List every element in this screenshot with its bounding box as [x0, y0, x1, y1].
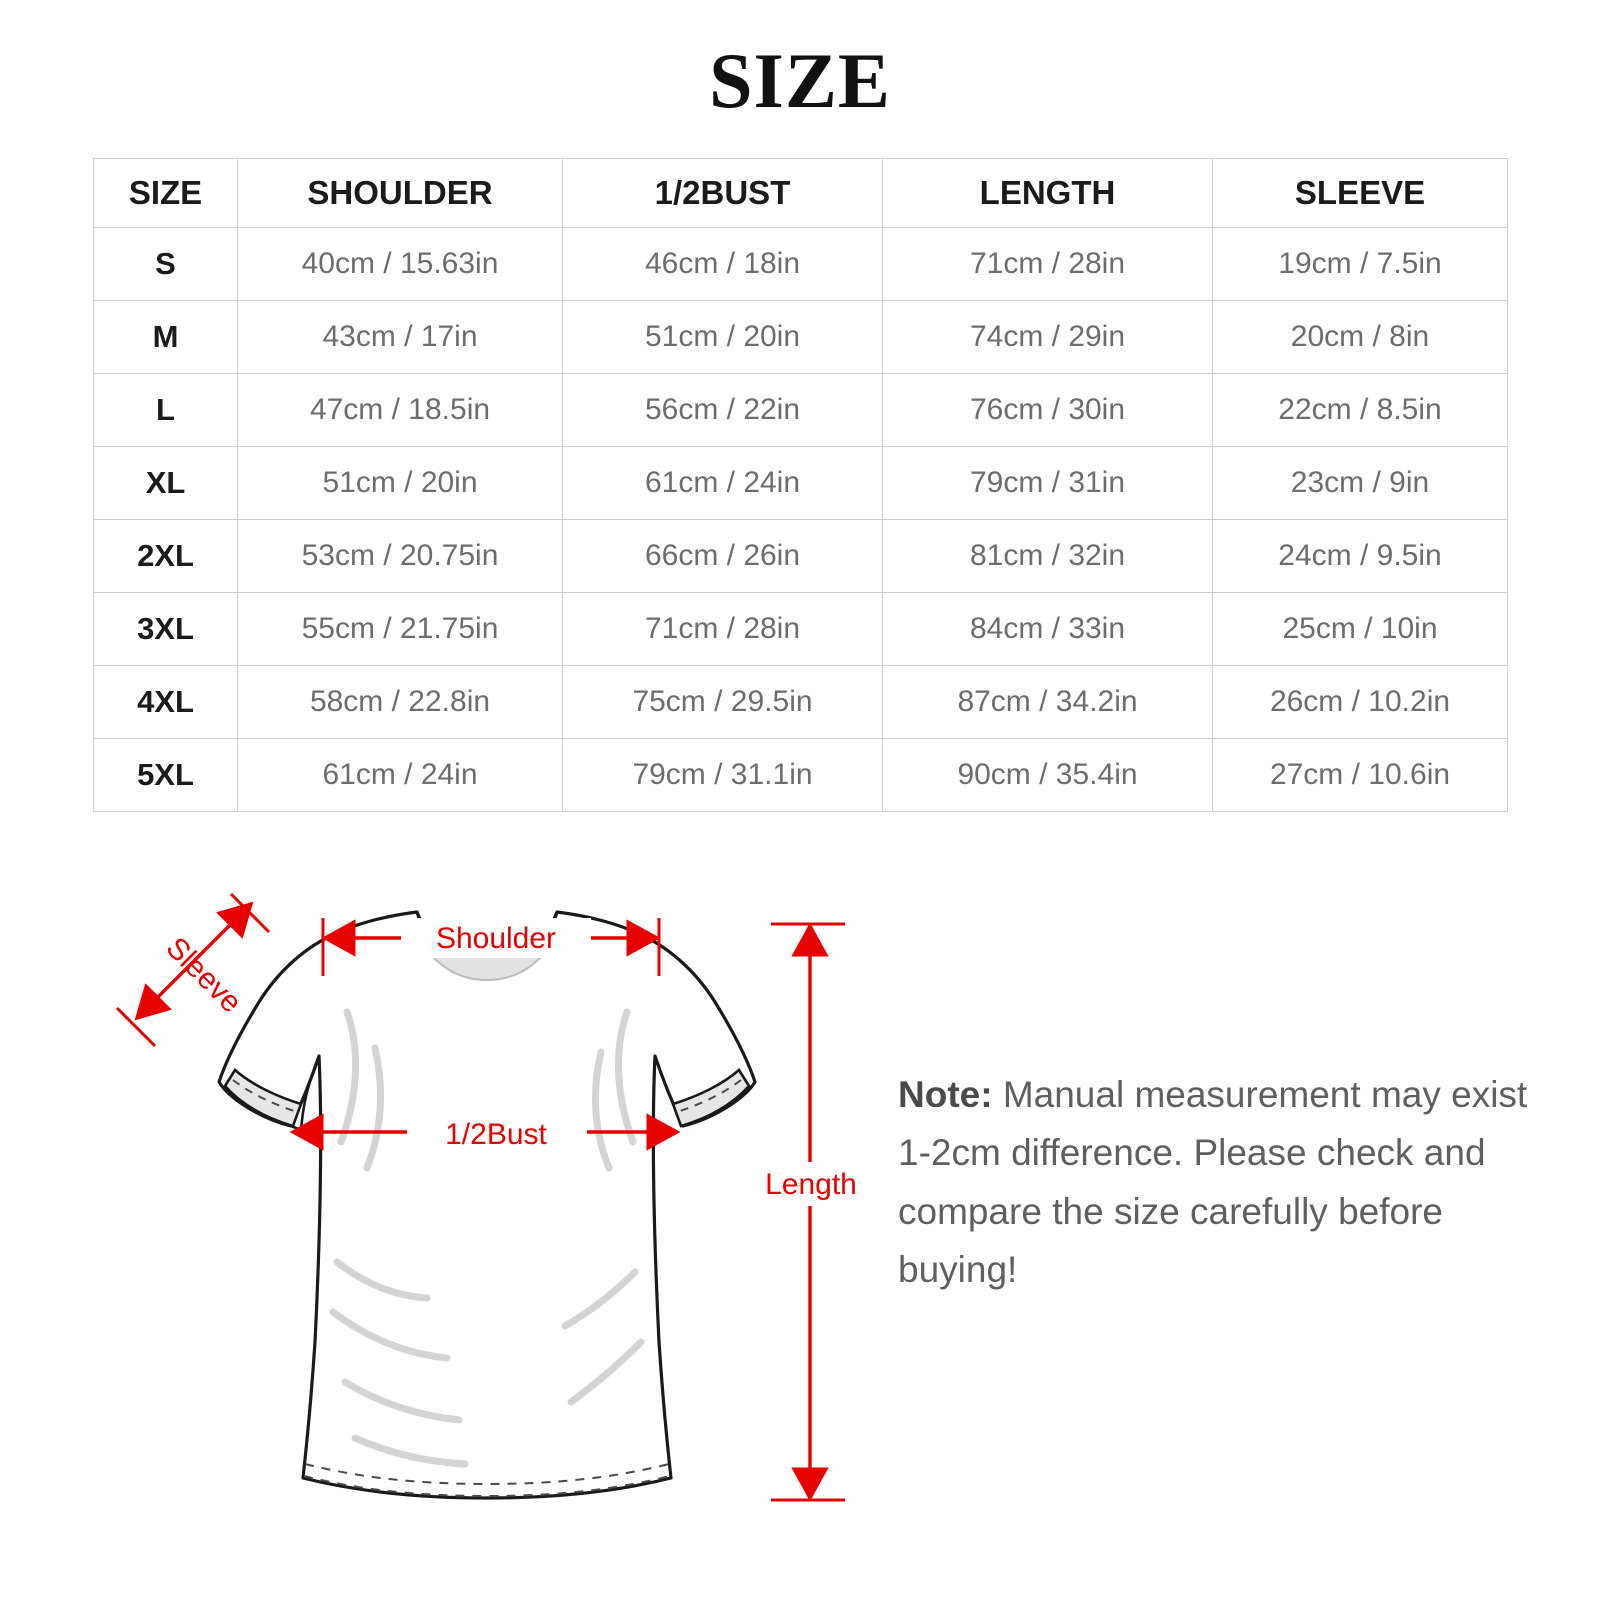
- cell-size: 4XL: [94, 666, 238, 739]
- note-label: Note:: [898, 1074, 993, 1115]
- cell-shoulder: 51cm / 20in: [238, 447, 563, 520]
- column-header-size: SIZE: [94, 159, 238, 228]
- table-body: [94, 228, 1508, 812]
- cell-length: 76cm / 30in: [883, 374, 1213, 447]
- table-row: [94, 520, 1508, 593]
- cell-sleeve: 24cm / 9.5in: [1213, 520, 1508, 593]
- cell-shoulder: 58cm / 22.8in: [238, 666, 563, 739]
- cell-halfbust: 51cm / 20in: [563, 301, 883, 374]
- cell-size: 5XL: [94, 739, 238, 812]
- column-header-sleeve: SLEEVE: [1213, 159, 1508, 228]
- cell-sleeve: 25cm / 10in: [1213, 593, 1508, 666]
- cell-length: 74cm / 29in: [883, 301, 1213, 374]
- label-shoulder: Shoulder: [435, 922, 557, 955]
- cell-halfbust: 71cm / 28in: [563, 593, 883, 666]
- table-row: [94, 447, 1508, 520]
- cell-halfbust: 66cm / 26in: [563, 520, 883, 593]
- cell-shoulder: 61cm / 24in: [238, 739, 563, 812]
- table-row: [94, 228, 1508, 301]
- cell-halfbust: 46cm / 18in: [563, 228, 883, 301]
- cell-sleeve: 22cm / 8.5in: [1213, 374, 1508, 447]
- cell-shoulder: 47cm / 18.5in: [238, 374, 563, 447]
- column-header-halfbust: 1/2BUST: [563, 159, 883, 228]
- table-header-row: [94, 159, 1508, 228]
- length-measure-arrow: [755, 924, 867, 1500]
- label-half-bust: 1/2Bust: [445, 1118, 547, 1151]
- cell-halfbust: 79cm / 31.1in: [563, 739, 883, 812]
- cell-size: S: [94, 228, 238, 301]
- table-row: [94, 739, 1508, 812]
- table-row: [94, 666, 1508, 739]
- cell-length: 79cm / 31in: [883, 447, 1213, 520]
- cell-shoulder: 43cm / 17in: [238, 301, 563, 374]
- label-sleeve: Sleeve: [159, 931, 248, 1020]
- size-table-container: [93, 158, 1507, 812]
- cell-sleeve: 23cm / 9in: [1213, 447, 1508, 520]
- shirt-outline: [219, 912, 755, 1498]
- table-row: [94, 593, 1508, 666]
- cell-halfbust: 56cm / 22in: [563, 374, 883, 447]
- table-header: [94, 159, 1508, 228]
- cell-sleeve: 26cm / 10.2in: [1213, 666, 1508, 739]
- note-text: Manual measurement may exist 1-2cm difference. Please check and compare the size carefully before buying!: [898, 1074, 1528, 1291]
- cell-length: 84cm / 33in: [883, 593, 1213, 666]
- column-header-length: LENGTH: [883, 159, 1213, 228]
- cell-shoulder: 55cm / 21.75in: [238, 593, 563, 666]
- cell-length: 71cm / 28in: [883, 228, 1213, 301]
- tshirt-illustration: [55, 842, 915, 1602]
- cell-sleeve: 19cm / 7.5in: [1213, 228, 1508, 301]
- note-block: [898, 1066, 1528, 1300]
- table-row: [94, 301, 1508, 374]
- cell-halfbust: 61cm / 24in: [563, 447, 883, 520]
- cell-size: 2XL: [94, 520, 238, 593]
- label-length: Length: [765, 1168, 857, 1201]
- page-title: SIZE: [709, 37, 891, 124]
- cell-length: 87cm / 34.2in: [883, 666, 1213, 739]
- cell-length: 90cm / 35.4in: [883, 739, 1213, 812]
- cell-size: M: [94, 301, 238, 374]
- cell-size: L: [94, 374, 238, 447]
- cell-sleeve: 20cm / 8in: [1213, 301, 1508, 374]
- column-header-shoulder: SHOULDER: [238, 159, 563, 228]
- cell-shoulder: 40cm / 15.63in: [238, 228, 563, 301]
- cell-size: 3XL: [94, 593, 238, 666]
- table-row: [94, 374, 1508, 447]
- size-table: [93, 158, 1508, 812]
- cell-sleeve: 27cm / 10.6in: [1213, 739, 1508, 812]
- cell-halfbust: 75cm / 29.5in: [563, 666, 883, 739]
- cell-size: XL: [94, 447, 238, 520]
- cell-length: 81cm / 32in: [883, 520, 1213, 593]
- cell-shoulder: 53cm / 20.75in: [238, 520, 563, 593]
